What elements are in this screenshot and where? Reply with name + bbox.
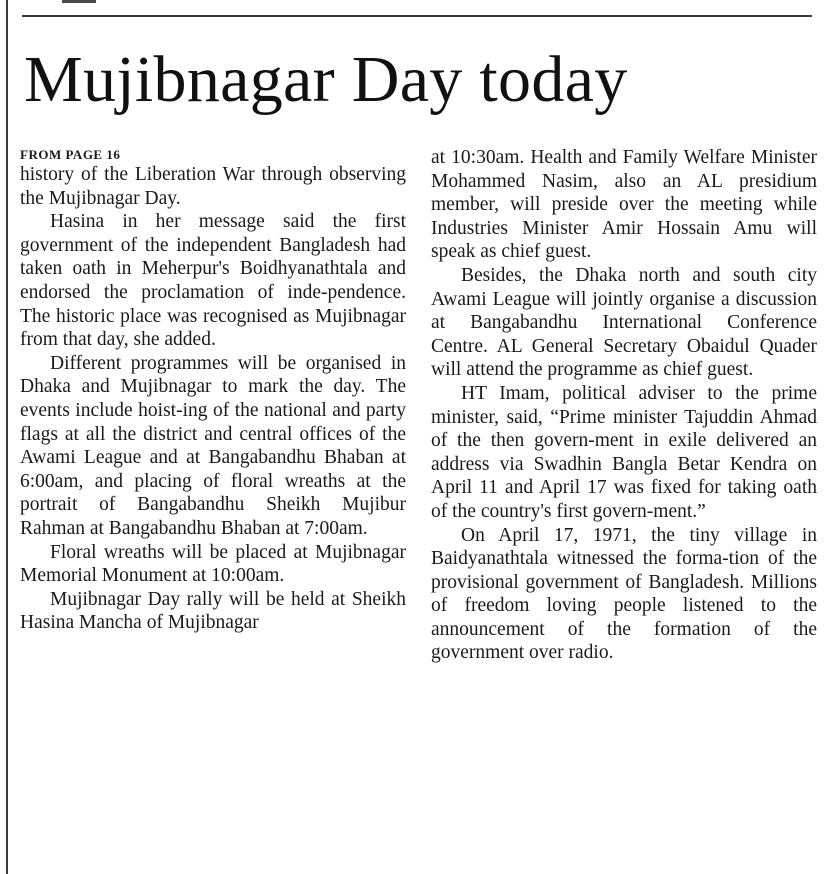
paragraph: HT Imam, political adviser to the prime minister, said, “Prime minister Tajuddin Ahmad of the then govern-ment in exile delivered an address via Swadhin Bangla Betar Kendra on April 11 and April 17 was fixed for taking oath of the country's first govern-ment.”: [431, 382, 817, 522]
article-column-right: [431, 146, 817, 665]
paragraph: history of the Liberation War through observing the Mujibnagar Day.: [20, 164, 406, 209]
paragraph: Different programmes will be organised in Dhaka and Mujibnagar to mark the day. The events include hoist-ing of the national and party flags at all the district and central offices of the Awami League and at Bangabandhu Bhaban at 6:00am, and placing of floral wreaths at the portrait of Bangabandhu Sheikh Mujibur Rahman at Bangabandhu Bhaban at 7:00am.: [20, 352, 406, 539]
paragraph: Hasina in her message said the first government of the independent Bangladesh had taken oath in Meherpur's Boidhyanathtala and endorsed the proclamation of inde-pendence. The historic place was recognised as Mujibnagar from that day, she added.: [20, 211, 406, 351]
paragraph: Mujibnagar Day rally will be held at Sheikh Hasina Mancha of Mujibnagar: [20, 588, 406, 634]
left-border-rule: [6, 0, 8, 874]
paragraph: Floral wreaths will be placed at Mujibnagar Memorial Monument at 10:00am.: [20, 541, 406, 587]
paragraph: Besides, the Dhaka north and south city Awami League will jointly organise a discussion at Bangabandhu International Conference Centre. AL General Secretary Obaidul Quader will attend the programme as chief guest.: [431, 264, 817, 381]
article-column-left: [20, 146, 406, 635]
headline: Mujibnagar Day today: [24, 43, 628, 116]
paragraph: at 10:30am. Health and Family Welfare Minister Mohammed Nasim, also an AL presidium member, will preside over the meeting while Industries Minister Amir Hossain Amu will speak as chief guest.: [431, 147, 817, 263]
continuation-kicker: FROM PAGE 16: [20, 147, 121, 162]
top-border-rule: [22, 15, 812, 17]
top-edge-mark: [62, 0, 96, 3]
paragraph: On April 17, 1971, the tiny village in Baidyanathtala witnessed the forma-tion of the provisional government of Bangladesh. Millions of freedom loving people listened to the announcement of the formation of the government over radio.: [431, 524, 817, 664]
